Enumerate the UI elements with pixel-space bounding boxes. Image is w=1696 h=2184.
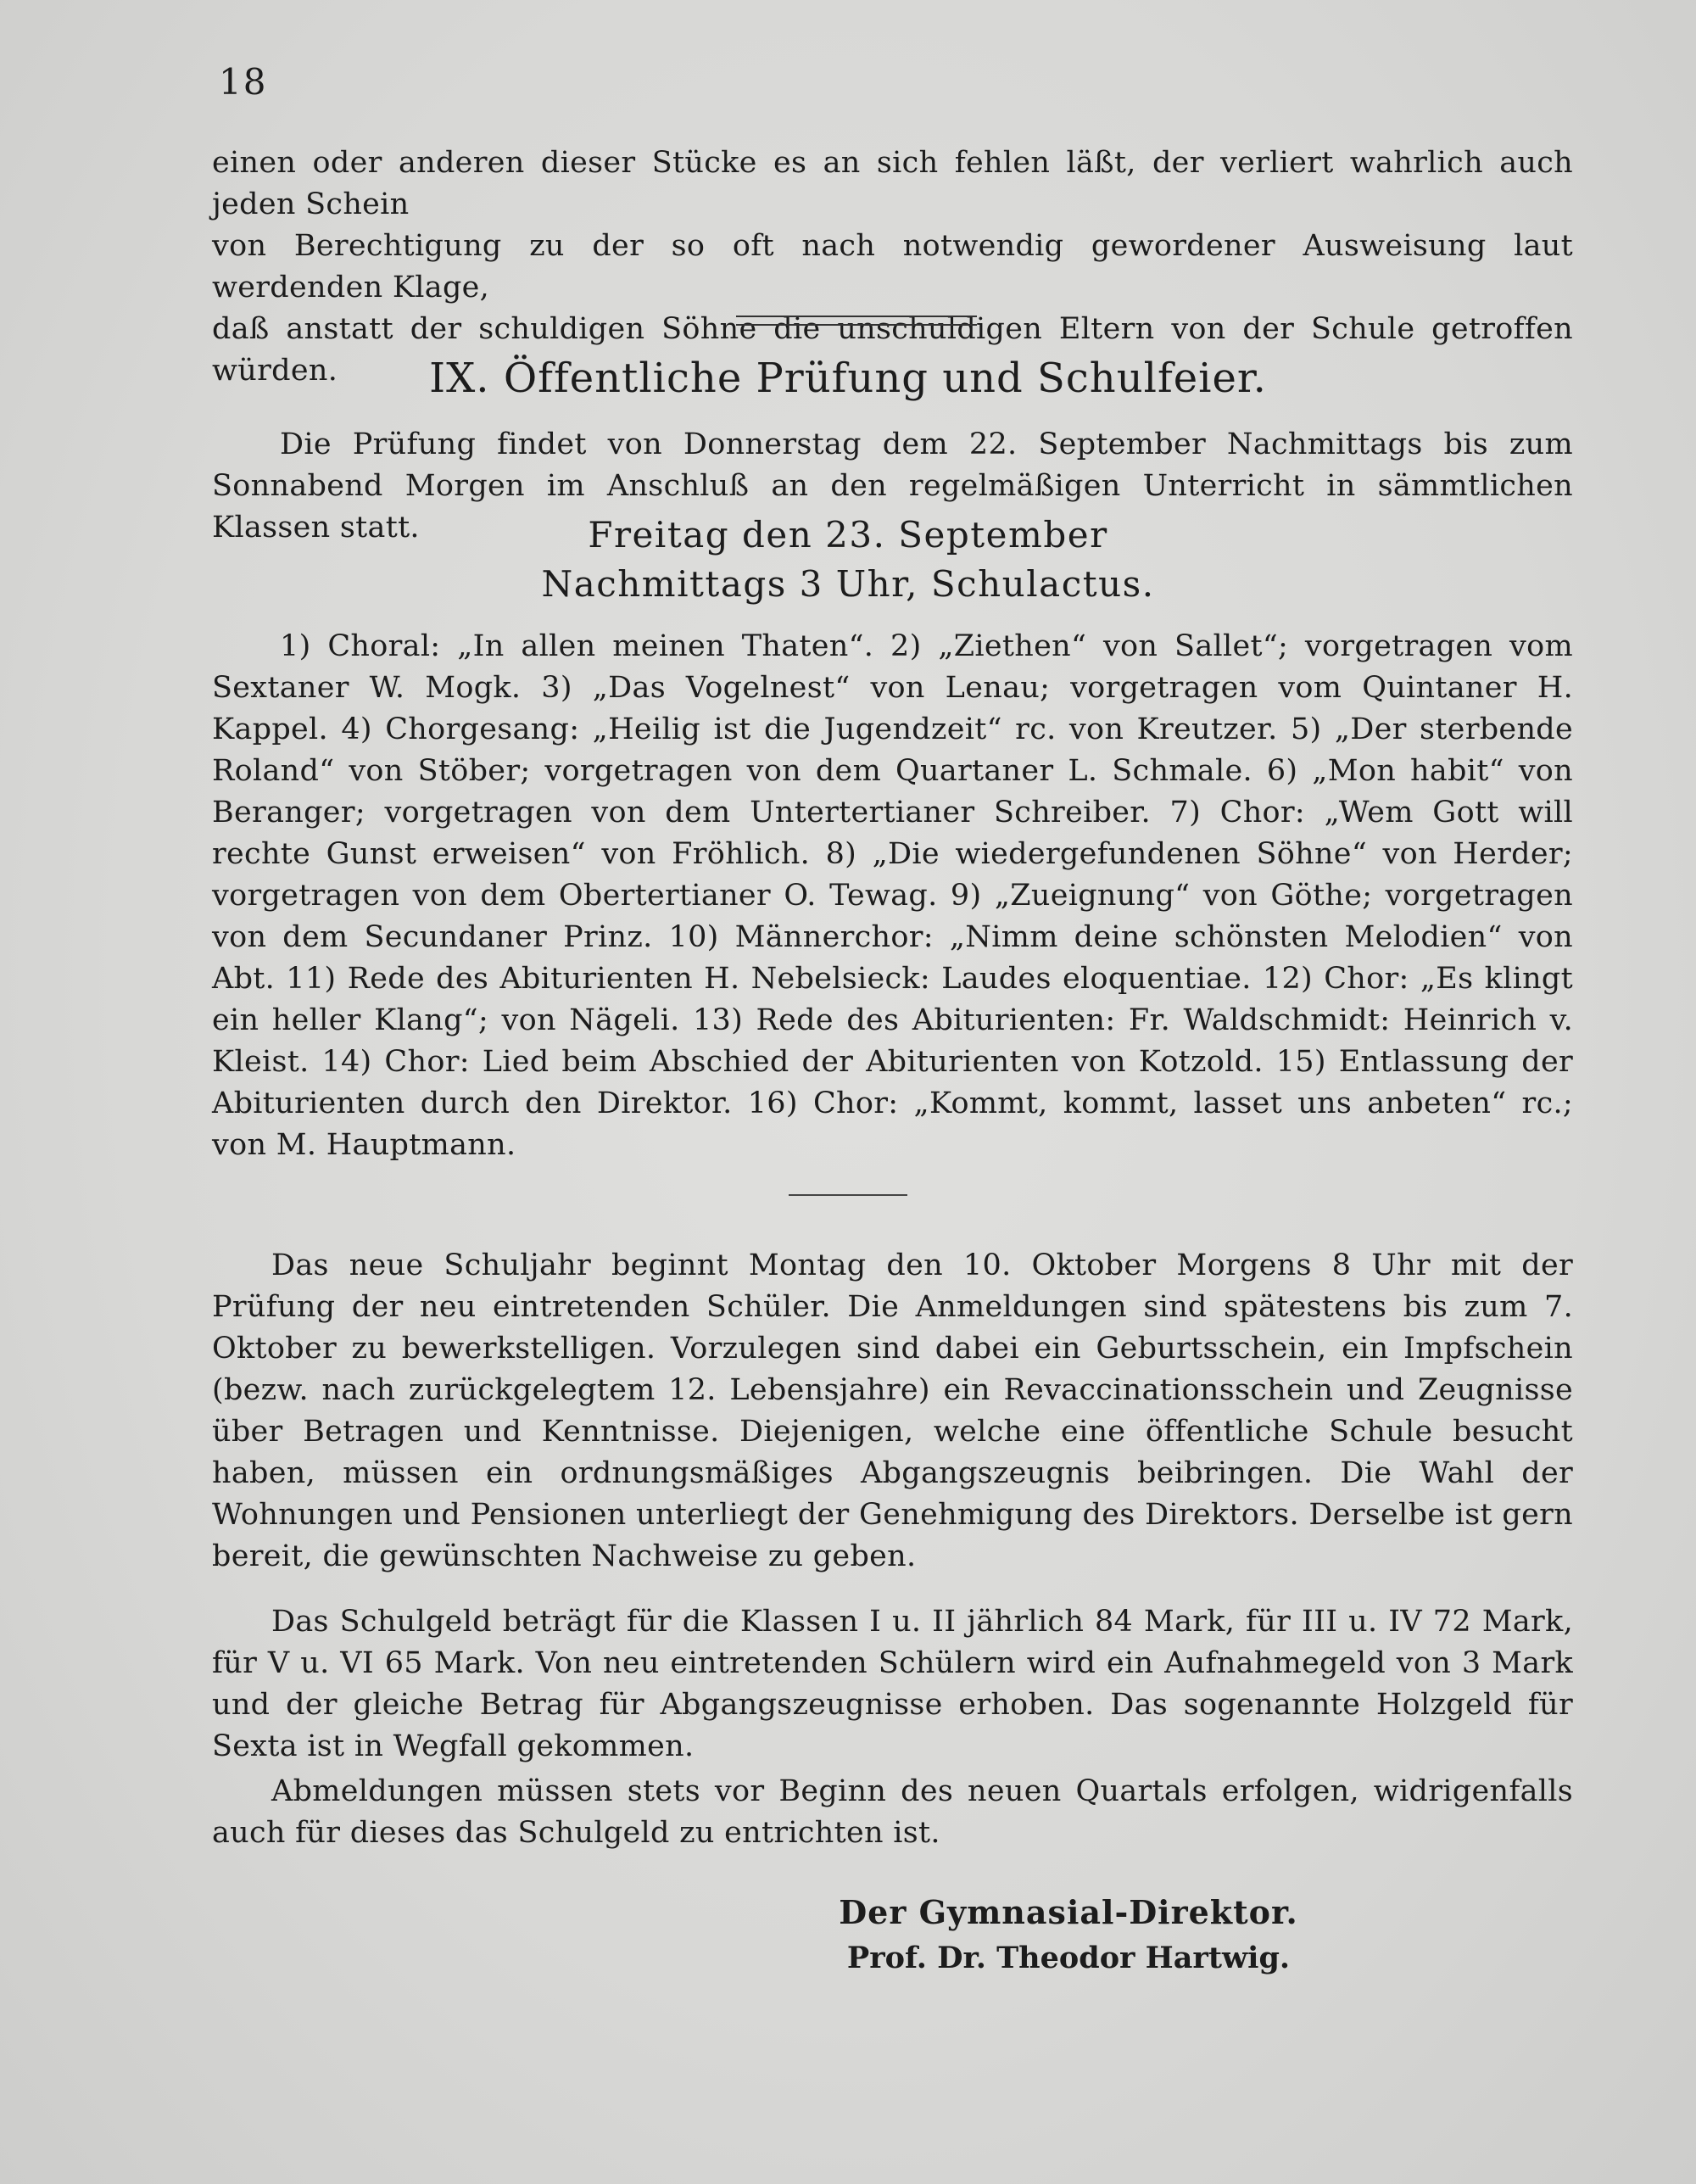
event-time: Nachmittags 3 Uhr, Schulactus. (541, 563, 1155, 605)
schuljahr-paragraph: Das neue Schuljahr beginnt Montag den 10. Oktober Morgens 8 Uhr mit der Prüfung der neu eintretenden Schüler. Die Anmeldungen sind spätestens bis zum 7. Oktober zu bewerkstelligen. Vorzulegen sind dabei ein Geburtsschein, ein Impfschein (bezw. nach zurückgelegtem 12. Lebensjahre) ein Revaccinationsschein und Zeugnisse über Betragen und Kenntnisse. Diejenigen, welche eine öffentliche Schule besucht haben, müssen ein ordnungsmäßiges Abgangszeugnis beibringen. Die Wahl der Wohnungen und Pensionen unterliegt der Genehmigung des Direktors. Derselbe ist gern bereit, die gewünschten Nachweise zu geben. (212, 1248, 1573, 1573)
abmeldung-paragraph: Abmeldungen müssen stets vor Beginn des neuen Quartals erfolgen, widrigenfalls auch für dieses das Schulgeld zu entrichten ist. (212, 1774, 1573, 1850)
exam-paragraph: Die Prüfung findet von Donnerstag dem 22. September Nachmittags bis zum Sonnabend Morgen im Anschluß an den regelmäßigen Unterricht in sämmtlichen Klassen statt. (212, 427, 1573, 545)
intro-line: einen oder anderen dieser Stücke es an sich fehlen läßt, der verliert wahrlich auch jeden Schein (212, 146, 1573, 221)
schulgeld-paragraph: Das Schulgeld beträgt für die Klassen I u. II jährlich 84 Mark, für III u. IV 72 Mark, für V u. VI 65 Mark. Von neu eintretenden Schülern wird ein Aufnahmegeld von 3 Mark und der gleiche Betrag für Abgangszeugnisse erhoben. Das sogenannte Holzgeld für Sexta ist in Wegfall gekommen. (212, 1605, 1573, 1763)
section-divider (736, 316, 977, 326)
signature-title: Der Gymnasial-Direktor. (839, 1893, 1298, 1931)
section-heading: IX. Öffentliche Prüfung und Schulfeier. (429, 355, 1267, 402)
signature-name: Prof. Dr. Theodor Hartwig. (846, 1941, 1291, 1975)
short-divider (789, 1194, 907, 1196)
page-number: 18 (219, 61, 268, 103)
intro-line: daß anstatt der schuldigen Söhne die unschuldigen Eltern von der Schule getroffen würden. (212, 312, 1573, 388)
intro-line: von Berechtigung zu der so oft nach notwendig gewordener Ausweisung laut werdenden Klage, (212, 229, 1573, 304)
event-date: Freitag den 23. September (588, 514, 1108, 556)
program-paragraph: 1) Choral: „In allen meinen Thaten“. 2) „Ziethen“ von Sallet“; vorgetragen vom Sextaner W. Mogk. 3) „Das Vogelnest“ von Lenau; vorgetragen vom Quintaner H. Kappel. 4) Chorgesang: „Heilig ist die Jugendzeit“ rc. von Kreutzer. 5) „Der sterbende Roland“ von Stöber; vorgetragen von dem Quartaner L. Schmale. 6) „Mon habit“ von Beranger; vorgetragen von dem Untertertianer Schreiber. 7) Chor: „Wem Gott will rechte Gunst erweisen“ von Fröhlich. 8) „Die wiedergefundenen Söhne“ von Herder; vorgetragen von dem Obertertianer O. Tewag. 9) „Zueignung“ von Göthe; vorgetragen von dem Secundaner Prinz. 10) Männerchor: „Nimm deine schönsten Melodien“ von Abt. 11) Rede des Abiturienten H. Nebelsieck: Laudes eloquentiae. 12) Chor: „Es klingt ein heller Klang“; von Nägeli. 13) Rede des Abiturienten: Fr. Waldschmidt: Heinrich v. Kleist. 14) Chor: Lied beim Abschied der Abiturienten von Kotzold. 15) Entlassung der Abiturienten durch den Direktor. 16) Chor: „Kommt, kommt, lasset uns anbeten“ rc.; von M. Hauptmann. (212, 629, 1573, 1162)
